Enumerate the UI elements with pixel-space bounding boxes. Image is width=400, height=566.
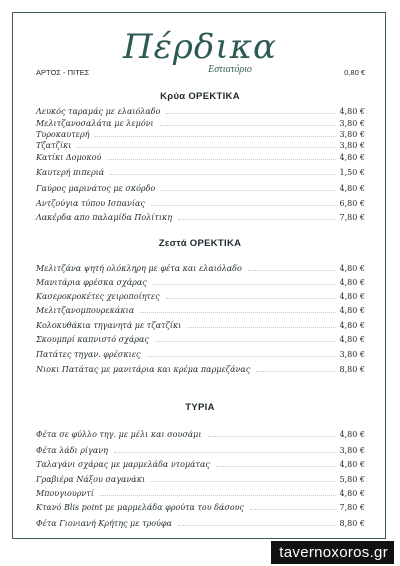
item-name: Μελιτζανομπουρεκάκια (36, 306, 135, 315)
bread-price: 0,80 € (344, 68, 365, 77)
menu-item (36, 503, 365, 515)
item-price: 4,80 € (339, 153, 365, 162)
item-price: 3,80 € (339, 130, 365, 139)
item-name: Μελιτζανοσαλάτα με λεμόνι (36, 119, 154, 128)
item-price: 8,80 € (339, 519, 365, 528)
menu-item (36, 292, 365, 304)
menu-item (36, 446, 365, 458)
item-name: Καυτερή πιπεριά (36, 168, 105, 177)
menu-item (36, 278, 365, 290)
item-price: 4,80 € (339, 292, 365, 301)
item-price: 4,80 € (339, 460, 365, 469)
item-name: Αντζούγια τύπου Ισπανίας (36, 199, 145, 208)
item-price: 4,80 € (339, 264, 365, 273)
site-watermark: tavernoxoros.gr (271, 541, 394, 564)
menu-item (36, 168, 365, 180)
item-name: Τυροκαυτερή (36, 130, 90, 139)
section-title-cheese: ΤΥΡΙΑ (185, 402, 215, 413)
item-name: Γαύρος μαρινάτος με σκόρδο (36, 184, 156, 193)
item-price: 4,80 € (339, 278, 365, 287)
item-price: 3,80 € (339, 350, 365, 359)
item-name: Κατίκι Δομοκού (36, 153, 102, 162)
item-name: Ταλαγάνι σχάρας με μαρμελάδα ντομάτας (36, 460, 210, 469)
menu-item (36, 306, 365, 318)
item-name: Λακέρδα απο παλαμίδα Πολίτικη (36, 213, 173, 222)
menu-item (36, 107, 365, 119)
menu-item (36, 365, 365, 377)
menu-item (36, 519, 365, 531)
menu-item (36, 350, 365, 362)
section-title-hot: Ζεστά ΟΡΕΚΤΙΚΑ (158, 238, 242, 249)
item-price: 4,80 € (339, 335, 365, 344)
item-price: 4,80 € (339, 489, 365, 498)
item-price: 3,80 € (339, 119, 365, 128)
menu-item (36, 475, 365, 487)
item-price: 1,50 € (339, 168, 365, 177)
menu-item (36, 184, 365, 196)
item-price: 6,80 € (339, 199, 365, 208)
item-name: Τζατζίκι (36, 141, 72, 150)
item-name: Κασεροκροκέτες χειροποίητες (36, 292, 160, 301)
item-price: 4,80 € (339, 107, 365, 116)
menu-item (36, 460, 365, 472)
item-name: Μελιτζάνα ψητή ολόκληρη με φέτα και ελαιόλαδο (36, 264, 242, 273)
menu-item (36, 153, 365, 165)
menu-item (36, 141, 365, 153)
item-name: Γραβιέρα Νάξου σαγανάκι (36, 475, 146, 484)
item-price: 3,80 € (339, 446, 365, 455)
item-name: Πατάτες τηγαν. φρέσκιες (36, 350, 141, 359)
item-price: 3,80 € (339, 141, 365, 150)
bread-name: ΑΡΤΟΣ - ΠΙΤΕΣ (36, 68, 90, 77)
menu-item (36, 199, 365, 211)
item-price: 5,80 € (339, 475, 365, 484)
item-name: Κτανό Blis point με μαρμελάδα φρούτα του δάσους (36, 503, 244, 512)
item-price: 7,80 € (339, 503, 365, 512)
item-price: 4,80 € (339, 306, 365, 315)
item-name: Φέτα σε φύλλο τηγ. με μέλι και σουσάμι (36, 430, 202, 439)
item-name: Λευκός ταραμάς με ελαιόλαδο (36, 107, 161, 116)
brand-subtitle: Εστιατόριο (208, 64, 252, 75)
item-price: 7,80 € (339, 213, 365, 222)
menu-item (36, 430, 365, 442)
menu-item (36, 264, 365, 276)
menu-item (36, 213, 365, 225)
item-name: Φέτα λάδι ρίγανη (36, 446, 108, 455)
item-price: 8,80 € (339, 365, 365, 374)
menu-item (36, 321, 365, 333)
item-name: Μανιτάρια φρέσκα σχάρας (36, 278, 147, 287)
item-price: 4,80 € (339, 321, 365, 330)
menu-item (36, 489, 365, 501)
brand-logo: Πέρδικα (123, 27, 277, 67)
item-price: 4,80 € (339, 184, 365, 193)
item-name: Μπουγιουρντί (36, 489, 94, 498)
menu-item (36, 335, 365, 347)
bread-row (36, 68, 365, 77)
item-name: Φέτα Γιονιανή Κρήτης με τρούφα (36, 519, 172, 528)
item-name: Νιοκι Πατάτας με μανιτάρια και κρέμα παρμεζάνας (36, 365, 251, 374)
item-name: Σκουμπρί καπνιστό σχάρας (36, 335, 149, 344)
item-price: 4,80 € (339, 430, 365, 439)
section-title-cold: Κρύα ΟΡΕΚΤΙΚΑ (160, 91, 240, 102)
item-name: Κολοκυθάκια τηγανητά με τζατζίκι (36, 321, 182, 330)
